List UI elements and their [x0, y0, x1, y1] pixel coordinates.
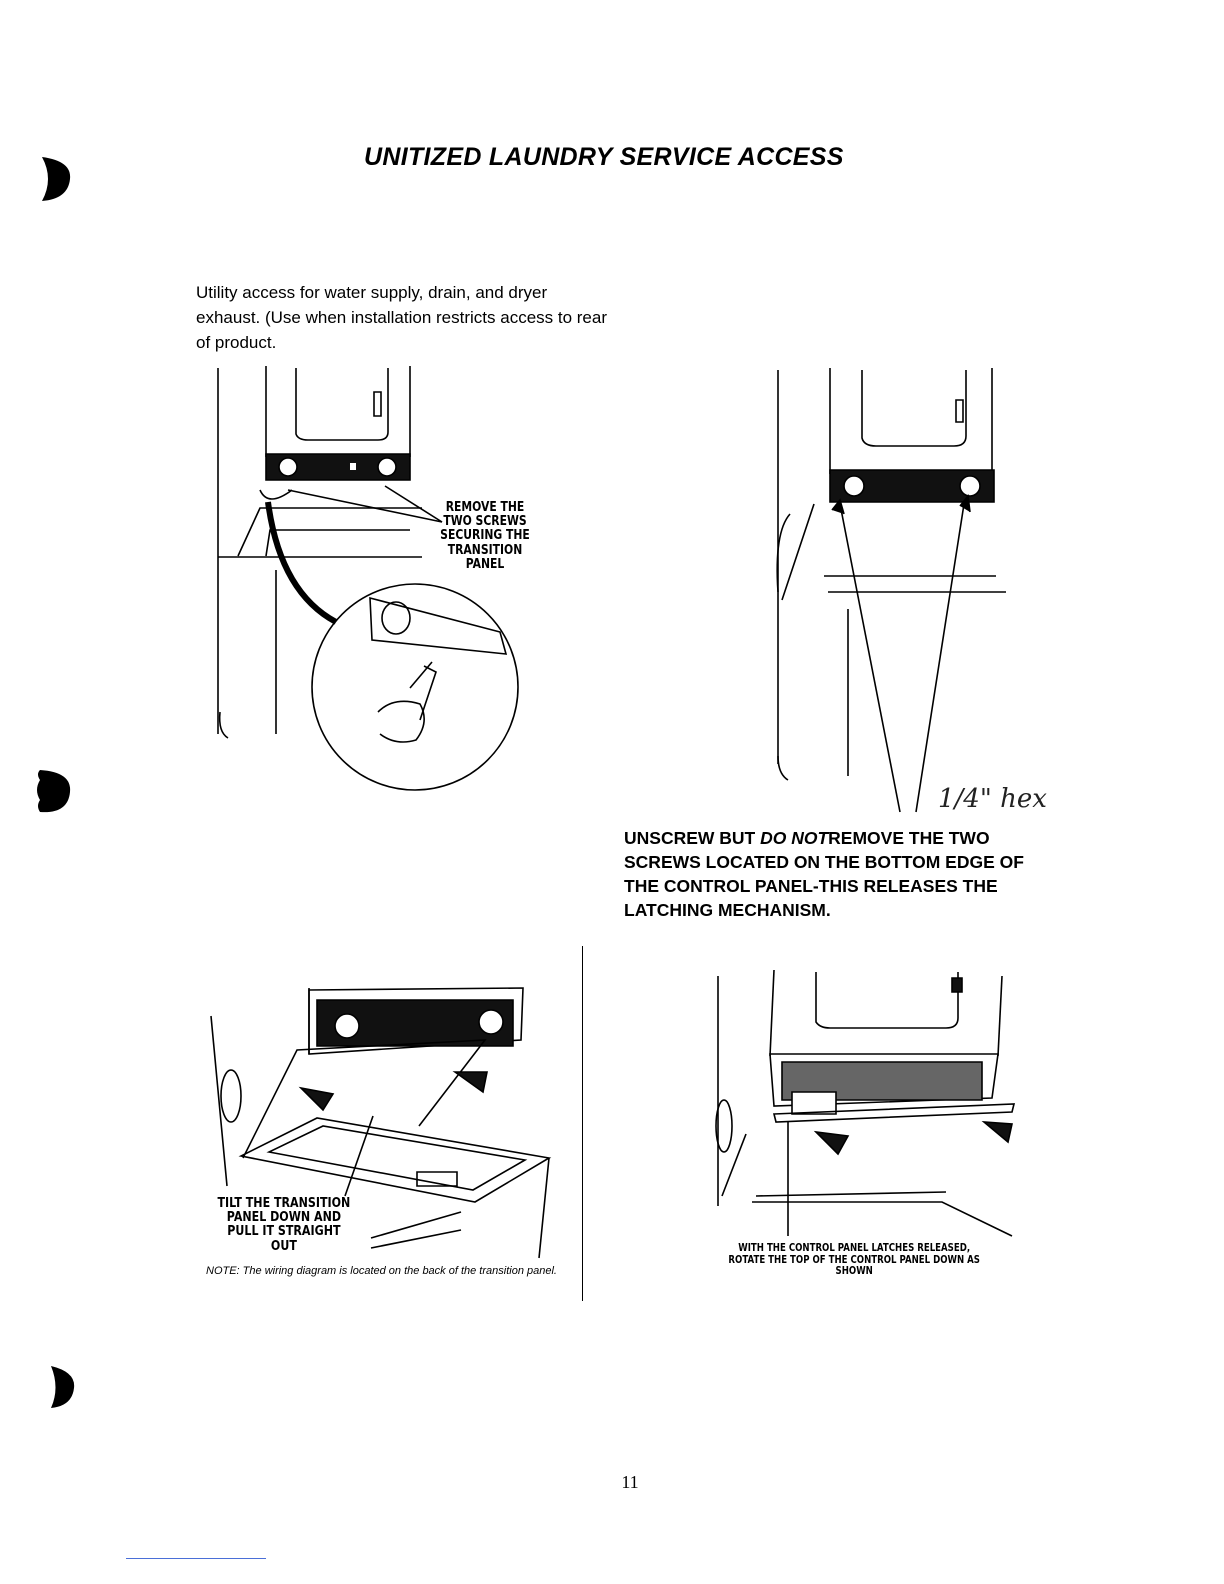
- page-number: 11: [621, 1472, 639, 1492]
- instruction-text: REMOVE THE TWO SCREWS LOCATED ON THE BOTTOM EDGE OF THE CONTROL PANEL-THIS RELEASES THE LATCHING MECHANISM.: [624, 828, 1024, 920]
- instruction-emphasis: DO NOT: [760, 828, 829, 848]
- instruction-unscrew: [624, 826, 1044, 922]
- figure-unscrew-panel: [770, 364, 1010, 824]
- callout-line: PANEL: [465, 555, 505, 572]
- binder-hole-mark-icon: [38, 155, 74, 203]
- binder-hole-1: [38, 155, 74, 203]
- callout-line: SECURING THE: [440, 527, 530, 544]
- caption-line: OUT: [270, 1237, 297, 1254]
- caption-line: WITH THE CONTROL PANEL LATCHES RELEASED,: [738, 1241, 971, 1254]
- binder-hole-3: [48, 1364, 78, 1410]
- caption-line: PULL IT STRAIGHT: [227, 1223, 341, 1240]
- callout-remove-screws: [413, 500, 557, 571]
- stacked-laundry-illustration: [210, 362, 540, 802]
- stacked-laundry-illustration: [770, 364, 1010, 824]
- binder-hole-mark-icon: [34, 766, 74, 816]
- caption-line: TILT THE TRANSITION: [217, 1195, 351, 1211]
- instruction-text: UNSCREW BUT: [624, 828, 761, 848]
- column-divider: [582, 946, 583, 1301]
- figure-remove-screws: [210, 362, 540, 802]
- caption-line: ROTATE THE TOP OF THE CONTROL PANEL DOWN AS: [728, 1252, 980, 1266]
- page-title: UNITIZED LAUNDRY SERVICE ACCESS: [364, 143, 844, 171]
- callout-line: TWO SCREWS: [443, 513, 527, 530]
- stacked-laundry-illustration: [712, 966, 1022, 1240]
- note-text: The wiring diagram is located on the back of the transition panel.: [239, 1265, 557, 1277]
- caption-tilt-panel: [206, 1196, 362, 1253]
- callout-line: TRANSITION: [447, 541, 523, 558]
- binder-hole-2: [34, 766, 74, 816]
- wiring-diagram-note: [206, 1264, 578, 1279]
- note-label: NOTE:: [206, 1265, 240, 1277]
- footer-rule: [126, 1558, 266, 1559]
- binder-hole-mark-icon: [48, 1364, 78, 1410]
- caption-rotate-panel: [706, 1242, 1002, 1277]
- figure-rotate-panel: [712, 966, 1022, 1240]
- callout-line: REMOVE THE: [445, 499, 525, 515]
- intro-paragraph: Utility access for water supply, drain, and dryer exhaust. (Use when installation restricts access to rear of product.: [196, 283, 608, 352]
- handwritten-note: 1/4" hex: [938, 784, 1047, 814]
- caption-line: PANEL DOWN AND: [226, 1209, 342, 1226]
- caption-line: SHOWN: [835, 1264, 873, 1278]
